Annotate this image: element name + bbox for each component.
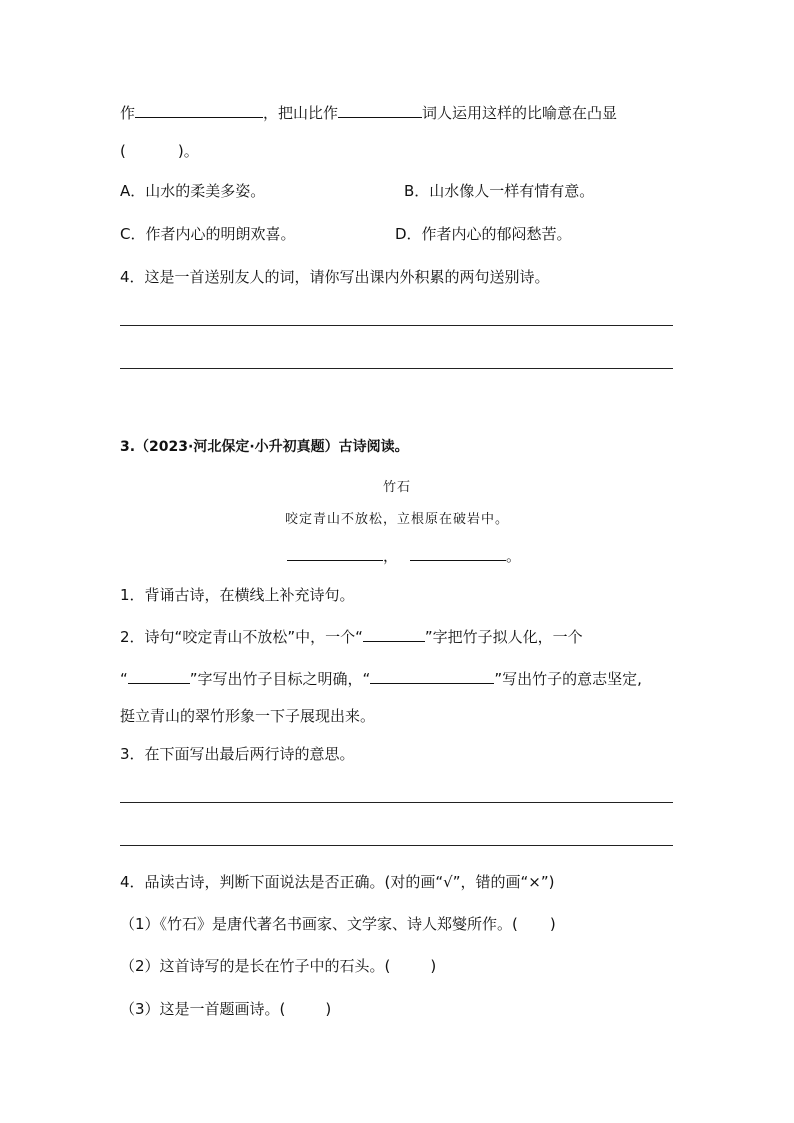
statement-3 (120, 999, 331, 1019)
statement-text: （3）这是一首题画诗。( (120, 1000, 286, 1018)
section-header: 3.（2023·河北保定·小升初真题）古诗阅读。 (120, 439, 409, 455)
statement-2 (120, 956, 436, 976)
answer-line[interactable] (120, 802, 673, 803)
statement-1 (120, 914, 556, 934)
paren-open: ( (120, 142, 126, 160)
farewell-question: 4．这是一首送别友人的词，请你写出课内外积累的两句送别诗。 (120, 268, 550, 286)
answer-line[interactable] (120, 368, 673, 369)
statement-text: （2）这首诗写的是长在竹子中的石头。( (120, 957, 391, 975)
poem-fill-line (287, 545, 521, 566)
question-1: 1．背诵古诗，在横线上补充诗句。 (120, 586, 355, 604)
text-segment: 2．诗句“咬定青山不放松”中，一个“ (120, 628, 363, 646)
text-segment: ”字把竹子拟人化，一个 (424, 628, 583, 646)
text-segment: “ (120, 670, 128, 688)
statement-text: （1）《竹石》是唐代著名书画家、文学家、诗人郑燮所作。( (120, 915, 518, 933)
answer-blank[interactable] (363, 626, 425, 642)
paren-close: )。 (177, 142, 199, 160)
answer-blank[interactable] (135, 102, 263, 118)
text-segment: ，把山比作 (263, 104, 339, 122)
answer-blank[interactable] (338, 102, 422, 118)
text-segment: 作 (120, 104, 136, 122)
text-segment: ”写出竹子的意志坚定, (494, 670, 642, 688)
paren-close: ) (325, 1000, 332, 1018)
option-b: B．山水像人一样有情有意。 (404, 182, 595, 200)
paren-close: ) (430, 957, 437, 975)
question-2-line3: 挺立青山的翠竹形象一下子展现出来。 (120, 707, 376, 725)
question-4: 4．品读古诗，判断下面说法是否正确。(对的画“√”，错的画“×”) (120, 873, 555, 891)
question-2-line2 (120, 668, 642, 689)
answer-blank[interactable] (370, 668, 494, 684)
poem-title: 竹石 (382, 480, 411, 495)
question-2-line1 (120, 626, 583, 647)
answer-blank[interactable] (287, 545, 383, 561)
text-segment: ”字写出竹子目标之明确，“ (189, 670, 371, 688)
poem-line: 咬定青山不放松，立根原在破岩中。 (284, 512, 509, 527)
option-c: C．作者内心的明朗欢喜。 (120, 225, 296, 243)
option-d: D．作者内心的郁闷愁苦。 (395, 225, 572, 243)
paren-close: ) (549, 915, 556, 933)
text-segment: 词人运用这样的比喻意在凸显 (422, 104, 618, 122)
question-3: 3．在下面写出最后两行诗的意思。 (120, 745, 355, 763)
answer-blank[interactable] (410, 545, 506, 561)
comma: ， (383, 547, 399, 565)
answer-line[interactable] (120, 845, 673, 846)
period: 。 (506, 547, 522, 565)
option-a: A．山水的柔美多姿。 (120, 182, 266, 200)
answer-blank[interactable] (128, 668, 190, 684)
simile-question-line1 (120, 102, 617, 123)
simile-question-line2 (120, 141, 199, 161)
answer-line[interactable] (120, 325, 673, 326)
